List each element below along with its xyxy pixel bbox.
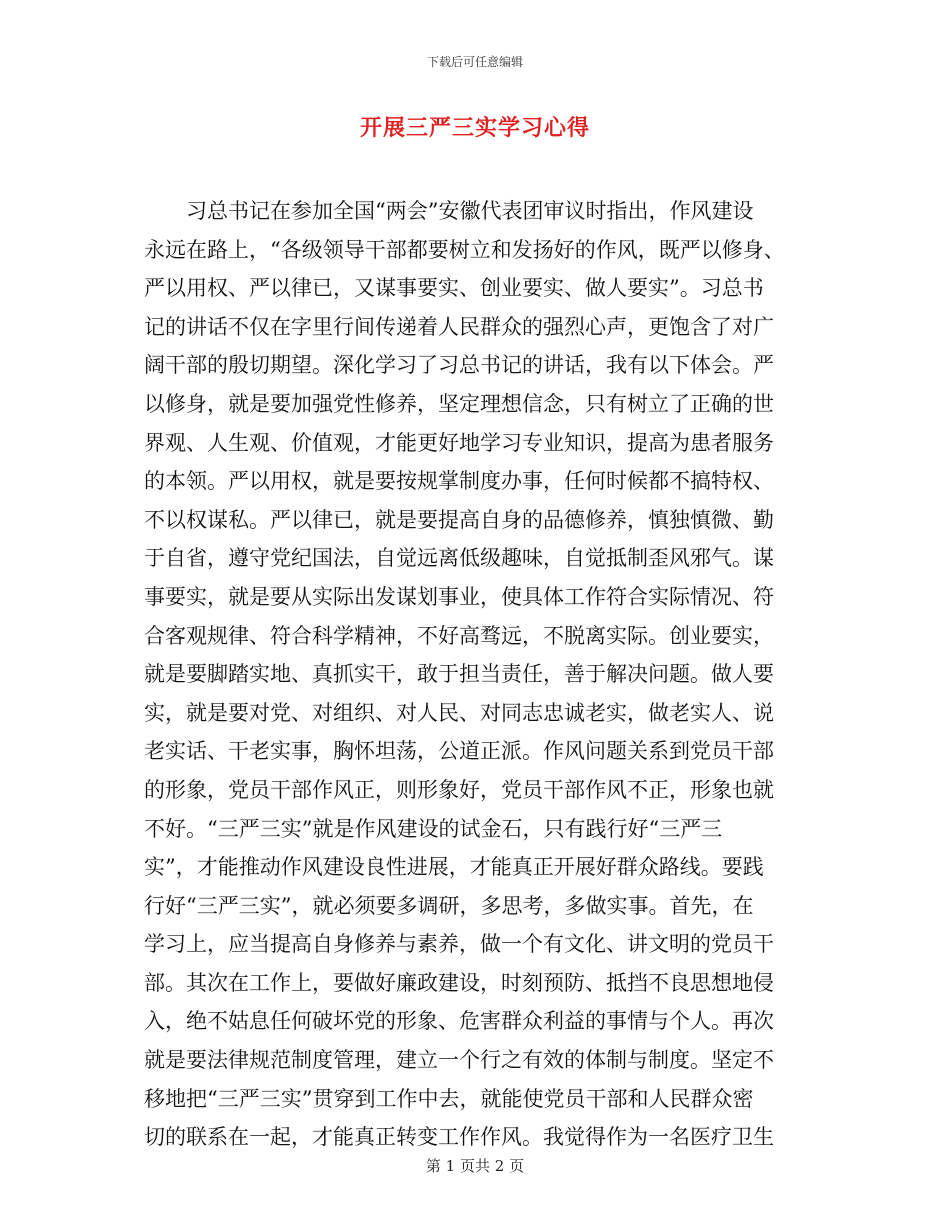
body-line: 就是要法律规范制度管理，建立一个行之有效的体制与制度。坚定不 [144, 1048, 774, 1073]
body-line: 于自省，遵守党纪国法，自觉远离低级趣味，自觉抵制歪风邪气。谋 [144, 546, 774, 571]
body-line: 行好“三严三实”，就必须要多调研，多思考，多做实事。首先，在 [144, 893, 754, 918]
body-line: 事要实，就是要从实际出发谋划事业，使具体工作符合实际情况、符 [144, 584, 774, 609]
body-line: 切的联系在一起，才能真正转变工作作风。我觉得作为一名医疗卫生 [144, 1125, 774, 1150]
page-number: 第 1 页共 2 页 [425, 1157, 525, 1175]
body-line: 合客观规律、符合科学精神，不好高骛远，不脱离实际。创业要实， [144, 623, 774, 648]
document-title: 开展三严三实学习心得 [359, 115, 590, 141]
body-line: 实”，才能推动作风建设良性进展，才能真正开展好群众路线。要践 [144, 855, 764, 880]
body-line: 实，就是要对党、对组织、对人民、对同志忠诚老实，做老实人、说 [144, 700, 774, 725]
body-line: 老实话、干老实事，胸怀坦荡，公道正派。作风问题关系到党员干部 [144, 739, 774, 764]
body-line: 移地把“三严三实”贯穿到工作中去，就能使党员干部和人民群众密 [144, 1086, 754, 1111]
body-line: 就是要脚踏实地、真抓实干，敢于担当责任，善于解决问题。做人要 [144, 662, 774, 687]
body-line: 不以权谋私。严以律已，就是要提高自身的品德修养，慎独慎微、勤 [144, 507, 774, 532]
body-line: 界观、人生观、价值观，才能更好地学习专业知识，提高为患者服务 [144, 430, 774, 455]
body-line: 部。其次在工作上，要做好廉政建设，时刻预防、抵挡不良思想地侵 [144, 970, 774, 995]
body-line: 入，绝不姑息任何破坏党的形象、危害群众利益的事情与个人。再次 [144, 1009, 774, 1034]
document-body [144, 192, 802, 1157]
body-line: 的形象，党员干部作风正，则形象好，党员干部作风不正，形象也就 [144, 777, 774, 802]
body-line: 严以用权、严以律已，又谋事要实、创业要实、做人要实”。习总书 [144, 276, 764, 301]
body-line: 永远在路上，“各级领导干部都要树立和发扬好的作风，既严以修身、 [144, 237, 785, 262]
body-line: 不好。“三严三实”就是作风建设的试金石，只有践行好“三严三 [144, 816, 723, 841]
body-line: 的本领。严以用权，就是要按规掌制度办事，任何时候都不搞特权、 [144, 469, 774, 494]
body-line: 以修身，就是要加强党性修养，坚定理想信念，只有树立了正确的世 [144, 391, 774, 416]
body-line: 记的讲话不仅在字里行间传递着人民群众的强烈心声，更饱含了对广 [144, 314, 774, 339]
body-line: 阔干部的殷切期望。深化学习了习总书记的讲话，我有以下体会。严 [144, 353, 774, 378]
body-line: 习总书记在参加全国“两会”安徽代表团审议时指出，作风建设 [186, 199, 754, 223]
page-header: 下载后可任意编辑 [426, 55, 523, 69]
body-line: 学习上，应当提高自身修养与素养，做一个有文化、讲文明的党员干 [144, 932, 774, 957]
